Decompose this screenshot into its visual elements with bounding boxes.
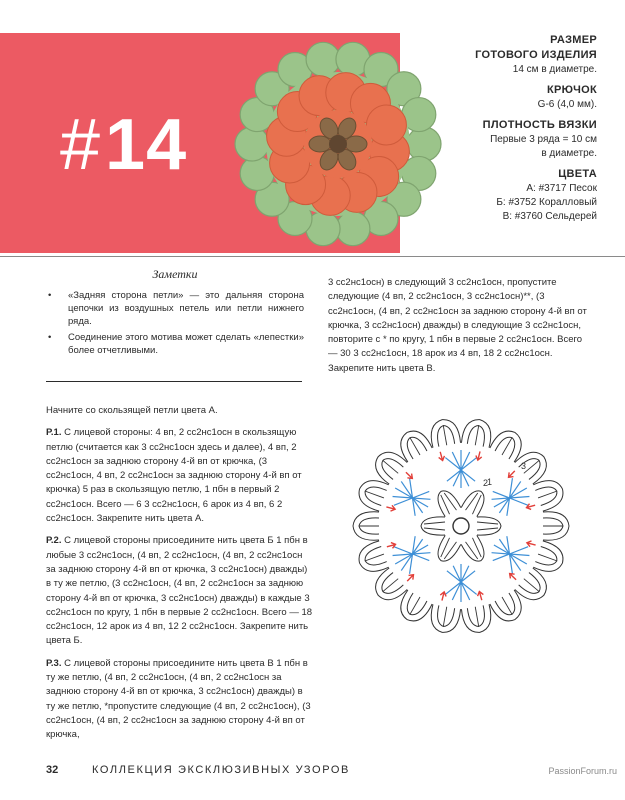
diagram-blue-stitch xyxy=(413,554,430,561)
diagram-inner-stem xyxy=(424,522,445,524)
hero-divider xyxy=(0,256,625,257)
diagram-arrow xyxy=(475,451,483,461)
diagram-blue-cluster xyxy=(393,478,431,516)
photo-brown-cluster xyxy=(309,136,331,152)
diagram-inner-arc xyxy=(477,517,501,535)
round-label: Р.3. xyxy=(46,657,62,669)
pattern-number-value: 14 xyxy=(105,105,188,185)
diagram-label: 2 xyxy=(483,478,489,488)
diagram-shell-stem xyxy=(443,426,446,446)
photo-brown-cluster xyxy=(345,136,367,152)
diagram-outer-shell xyxy=(353,512,379,540)
diagram-shell-stem xyxy=(475,607,478,627)
diagram-inner-cluster xyxy=(433,487,461,517)
notes-divider xyxy=(46,381,302,382)
diagram-arrow xyxy=(439,591,447,601)
diagram-arrow xyxy=(405,573,416,584)
diagram-outer-shell xyxy=(369,568,407,607)
diagram-inner-stem xyxy=(477,522,498,524)
crochet-diagram xyxy=(346,404,576,644)
watermark: PassionForum.ru xyxy=(548,766,617,776)
round-label: Р.1. xyxy=(46,427,62,439)
diagram-outer-shell xyxy=(461,417,494,448)
diagram-arrow xyxy=(526,502,536,510)
pattern-number xyxy=(60,105,187,185)
diagram-inner-stem xyxy=(466,541,478,560)
hook-title: КРЮЧОК xyxy=(546,84,597,96)
diagram-inner-stem xyxy=(444,492,456,511)
diagram-inner-cluster xyxy=(461,487,489,517)
diagram-inner-stem xyxy=(444,541,456,560)
notes-item: • «Задняя сторона петли» — это дальняя сторона цепочки из воздушных петель или петли нижнего ряда. xyxy=(68,289,304,328)
diagram-inner-stem xyxy=(439,495,451,514)
diagram-shell-stem xyxy=(475,426,478,446)
diagram-shell-stem xyxy=(443,607,446,627)
colors-title: ЦВЕТА xyxy=(558,168,597,180)
footer xyxy=(0,760,625,780)
diagram-inner-arc xyxy=(433,487,461,517)
diagram-shell-stem xyxy=(365,491,384,498)
diagram-inner-stem xyxy=(439,538,451,557)
diagram-shell-stem xyxy=(365,554,384,561)
diagram-blue-stitch xyxy=(394,498,413,505)
diagram-start-ring xyxy=(453,518,469,534)
diagram-blue-cluster xyxy=(393,536,431,574)
notes-box xyxy=(46,268,304,360)
gauge-title: ПЛОТНОСТЬ ВЯЗКИ xyxy=(482,119,597,131)
diagram-outer-shell xyxy=(369,446,407,485)
pattern-hash: # xyxy=(60,105,102,185)
diagram-outer-shell xyxy=(543,512,569,540)
color-c: В: #3760 Сельдерей xyxy=(502,211,597,222)
photo-petal xyxy=(306,42,340,76)
diagram-outer-shell xyxy=(461,604,494,635)
diagram-inner-cluster xyxy=(421,517,445,535)
diagram-arrow xyxy=(506,469,517,480)
diagram-arrow xyxy=(476,591,484,601)
diagram-shell-stem xyxy=(410,597,420,614)
photo-petal xyxy=(336,212,370,246)
diagram-inner-stem xyxy=(466,492,478,511)
diagram-inner-arc xyxy=(421,517,445,535)
diagram-blue-stitch xyxy=(509,547,528,554)
diagram-shell-stem xyxy=(538,554,557,561)
size-value: 14 см в диаметре. xyxy=(512,64,597,75)
diagram-outer-shell xyxy=(533,476,567,512)
diagram-inner-stem xyxy=(471,495,483,514)
diagram-blue-cluster xyxy=(445,450,476,488)
diagram-inner-stem xyxy=(424,528,445,530)
round-text: С лицевой стороны: 4 вп, 2 сс2нс1осн в скользящую петлю (считается как 3 сс2нс1осн здесь и далее), 4 вп, 2 сс2нс1осн за заднюю сторону 4-й вп от крючка, (3 сс2нс1осн, 4 вп, 2 сс2нс1осн за заднюю сторону 4-й вп от крючка) 5 раз в скользящую петлю, 1 пбн в первый 2 сс2нс1осн. Всего — 6 3 сс2нс1осн, 6 арок из 4 вп, 6 2 сс2нс1осн. Закрепите нить цвета А. xyxy=(46,427,302,525)
instructions xyxy=(46,404,314,751)
diagram-outer-shell xyxy=(533,541,567,577)
round-label: Р.2. xyxy=(46,535,62,547)
diagram-blue-stitch xyxy=(413,491,430,498)
diagram-blue-cluster xyxy=(492,536,530,574)
diagram-inner-arc xyxy=(461,487,489,517)
hook-value: G-6 (4,0 мм). xyxy=(537,99,597,110)
photo-petal xyxy=(235,127,269,161)
round-1 xyxy=(46,426,314,526)
diagram-blue-cluster xyxy=(445,564,476,602)
diagram-shell-stem xyxy=(502,438,512,455)
diagram-inner-cluster xyxy=(461,535,489,565)
diagram-blue-stitch xyxy=(493,491,510,498)
photo-center-hole xyxy=(329,135,347,153)
collection-title: КОЛЛЕКЦИЯ ЭКСКЛЮЗИВНЫХ УЗОРОВ xyxy=(92,764,350,776)
diagram-inner-stem xyxy=(471,538,483,557)
diagram-blue-cluster xyxy=(492,478,530,516)
diagram-arrow xyxy=(386,541,396,549)
color-b: Б: #3752 Коралловый xyxy=(496,197,597,208)
diagram-outer-shell xyxy=(355,476,389,512)
diagram-inner-cluster xyxy=(477,517,501,535)
diagram-outer-shell xyxy=(515,568,553,607)
color-a: А: #3717 Песок xyxy=(526,183,597,194)
diagram-inner-arc xyxy=(461,535,489,565)
instructions-intro: Начните со скользящей петли цвета А. xyxy=(46,405,218,416)
diagram-blue-stitch xyxy=(509,498,528,505)
diagram-arrow xyxy=(437,451,445,461)
diagram-outer-shell xyxy=(355,541,389,577)
size-title: РАЗМЕР ГОТОВОГО ИЗДЕЛИЯ xyxy=(475,34,597,61)
page-number: 32 xyxy=(46,764,59,776)
gauge-value: Первые 3 ряда = 10 см в диаметре. xyxy=(490,134,597,159)
diagram-shell-stem xyxy=(502,597,512,614)
diagram-label: 3 xyxy=(521,461,527,471)
notes-item: • Соединение этого мотива может сделать «лепестки» более отчетливыми. xyxy=(68,331,304,357)
diagram-outer-shell xyxy=(428,417,461,448)
specs-panel xyxy=(397,33,597,230)
diagram-shell-stem xyxy=(538,491,557,498)
notes-title: Заметки xyxy=(152,267,198,281)
diagram-outer-shell xyxy=(428,604,461,635)
round-text: С лицевой стороны присоедините нить цвета Б 1 пбн в любые 3 сс2нс1осн, (4 вп, 2 сс2нс1осн, (4 вп, 2 сс2нс1осн за заднюю сторону 4-й вп от крючка, 3 сс2нс1осн) дважды) в ту же петлю, (3 сс2нс1осн, (4 вп, 2 сс2нс1осн за заднюю сторону 4-й вп от крючка, 3 сс2нс1осн) дважды) в каждые 3 сс2нс1осн по кругу, 1 пбн в первые 2 сс2нс1осн. Всего — 18 сс2нс1осн, 12 арок из 4 вп, 12 2 сс2нс1осн. Закрепите нить цвета Б. xyxy=(46,535,313,647)
continuation-text: 3 сс2нс1осн) в следующий 3 сс2нс1осн, пропустите следующие (4 вп, 2 сс2нс1осн, 3 сс2нс1осн)**, (3 сс2нс1осн, (4 вп, 2 сс2нс1осн за заднюю сторону 4-й вп от крючка, 3 сс2нс1осн) дважды) в следующие 3 сс2нс1осн, повторите с * по кругу, 1 пбн в первые 2 сс2нс1осн. Всего — 30 3 сс2нс1осн, 18 арок из 4 вп, 18 2 сс2нс1осн. Закрепите нить цвета В. xyxy=(328,277,587,374)
round-2 xyxy=(46,534,314,648)
round-text: С лицевой стороны присоедините нить цвета В 1 пбн в ту же петлю, (4 вп, 2 сс2нс1осн, (4 вп, 2 сс2нс1осн за заднюю сторону 4-й вп от крючка, 3 сс2нс1осн) дважды) в ту же петлю, *пропустите следующие (4 вп, 2 сс2нс1осн), (3 сс2нс1осн, (4 вп, 2 сс2нс1осн за заднюю сторону 4-й вп от крючка, xyxy=(46,657,311,741)
diagram-inner-cluster xyxy=(433,535,461,565)
round-3 xyxy=(46,657,314,743)
diagram-label: 1 xyxy=(487,477,493,487)
diagram-inner-stem xyxy=(477,528,498,530)
diagram-blue-stitch xyxy=(394,547,413,554)
diagram-shell-stem xyxy=(410,438,420,455)
diagram-inner-arc xyxy=(433,535,461,565)
diagram-blue-stitch xyxy=(493,554,510,561)
notes-list xyxy=(46,289,304,357)
